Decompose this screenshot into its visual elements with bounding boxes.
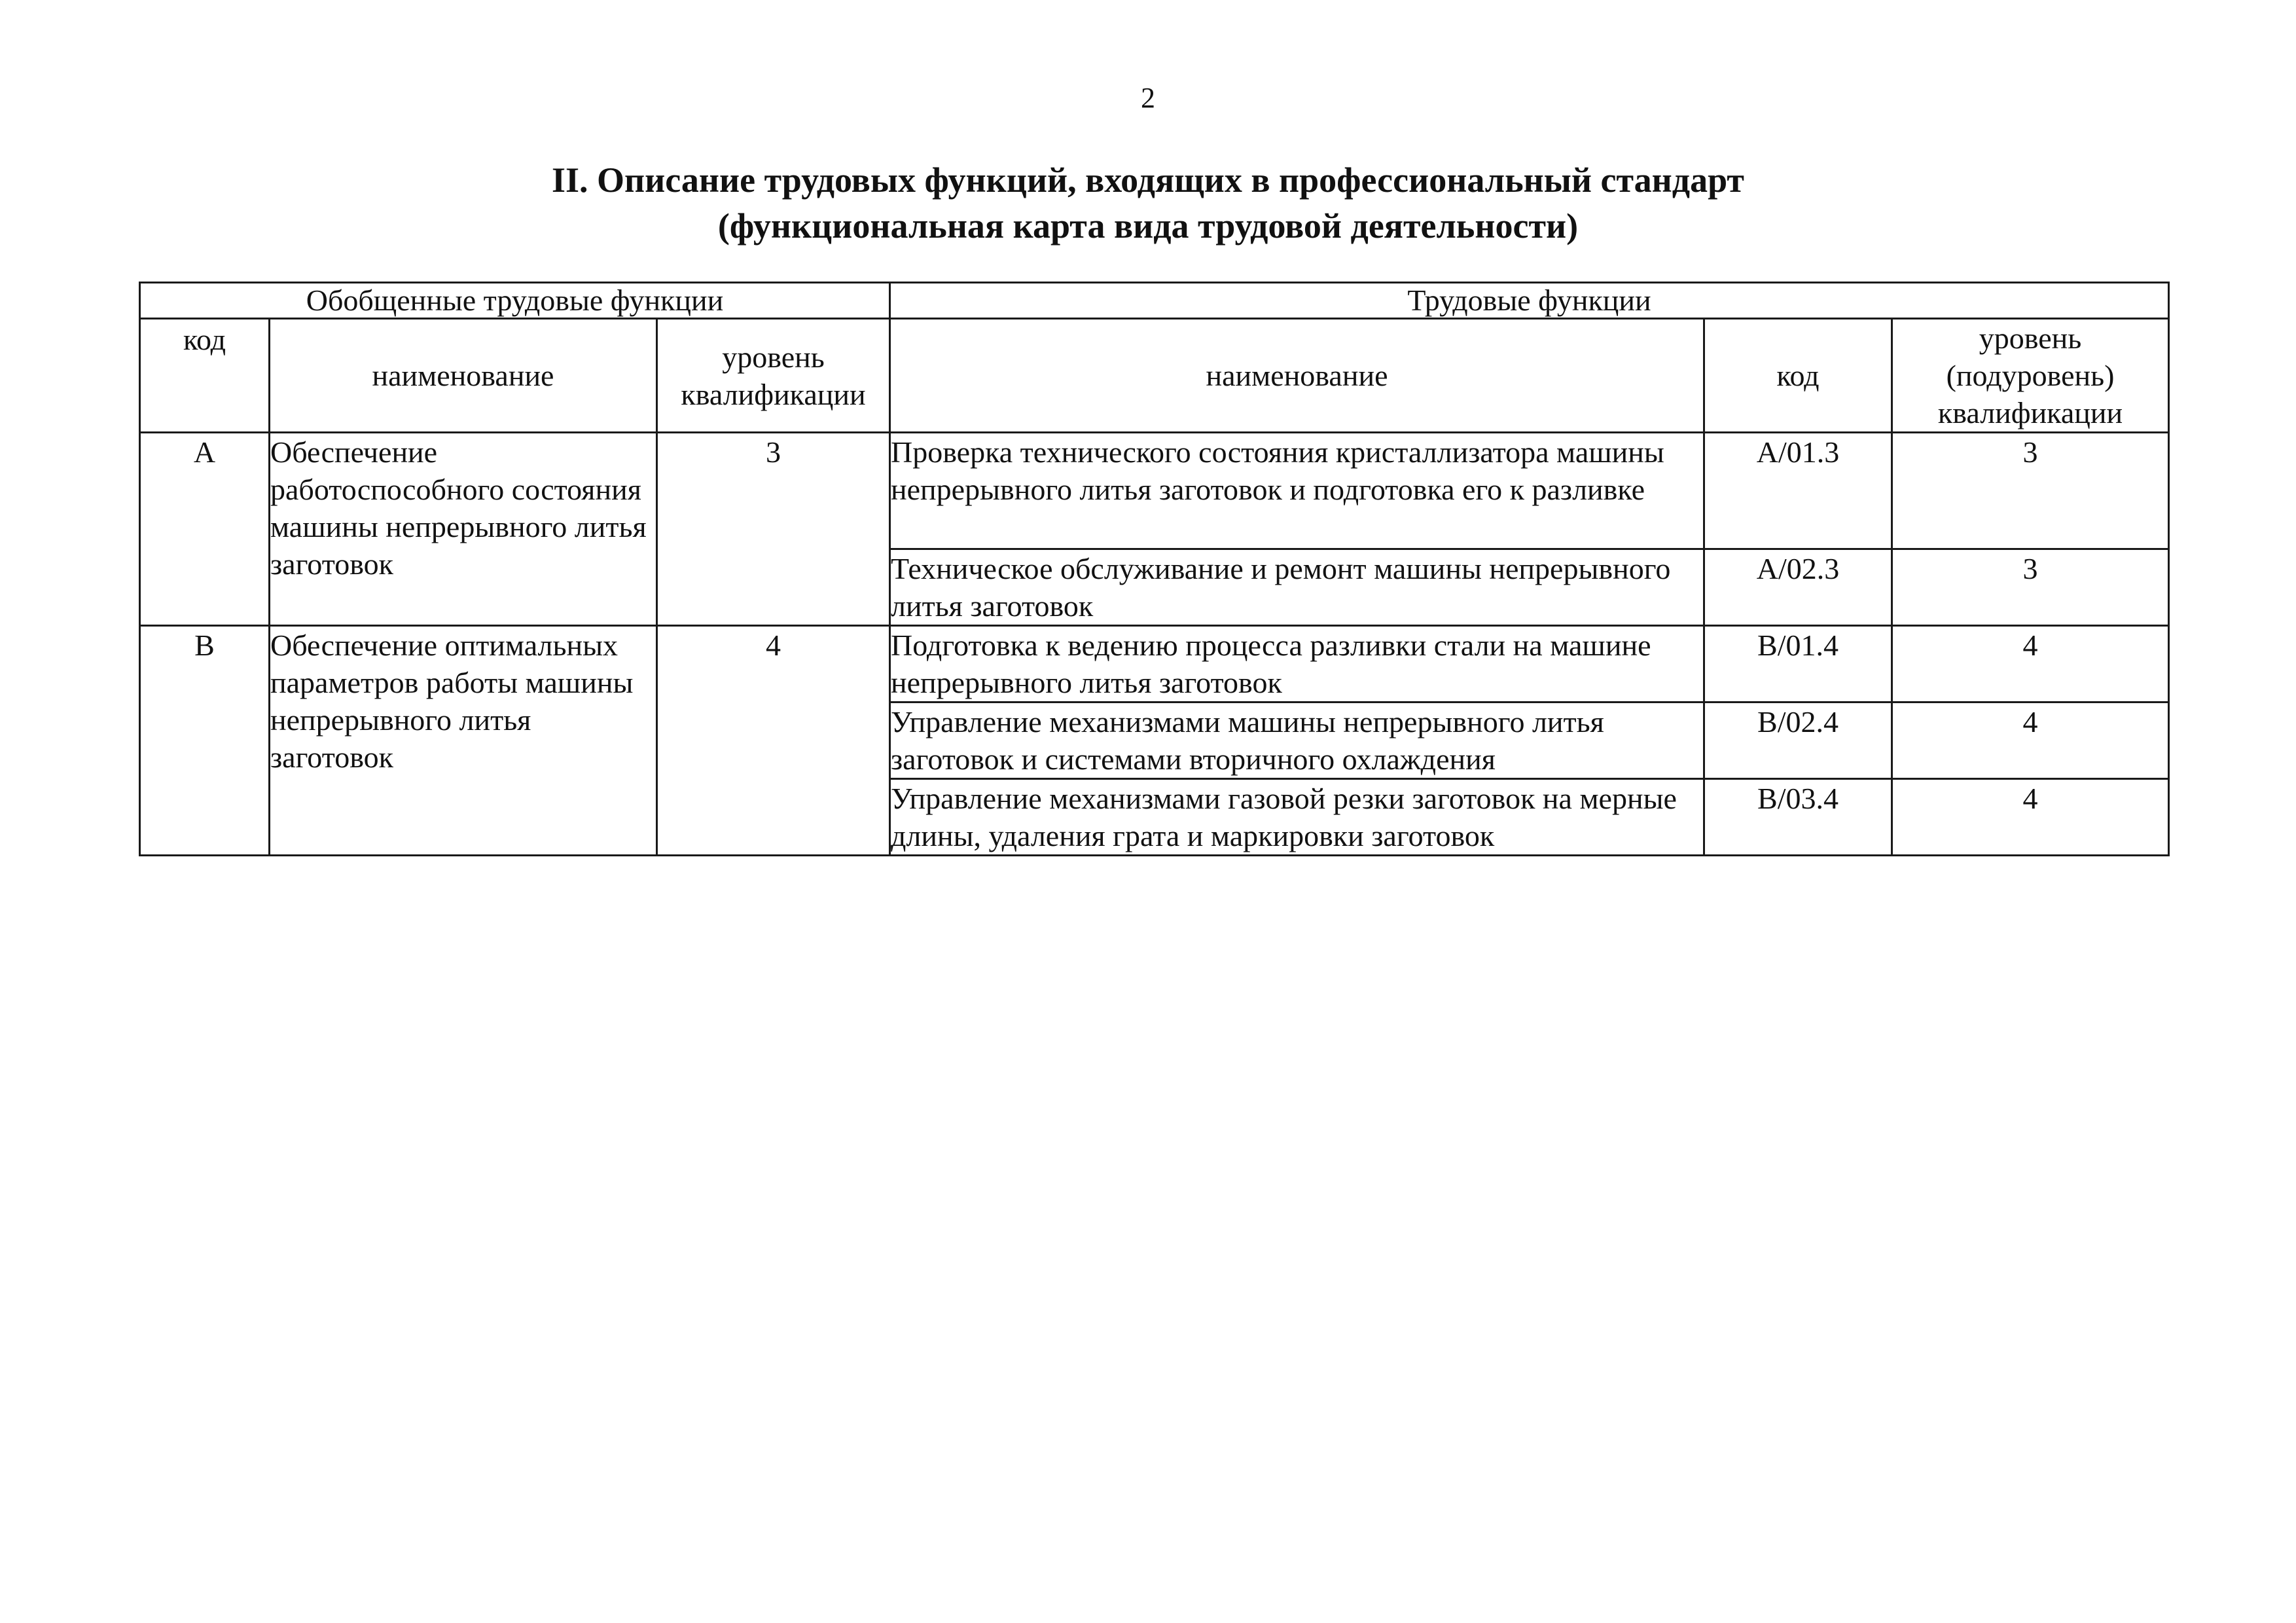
generalized-function-code: A <box>140 433 270 626</box>
labor-function-name: Управление механизмами машины непрерывного литья заготовок и системами вторичного охлаждения <box>890 702 1704 779</box>
labor-function-level: 3 <box>1892 433 2169 549</box>
labor-function-name: Проверка технического состояния кристаллизатора машины непрерывного литья заготовок и подготовка его к разливке <box>890 433 1704 549</box>
col-header-gen-level: уровень квалификации <box>657 319 890 433</box>
page-number: 2 <box>1141 82 1155 114</box>
column-header-row <box>140 319 2169 433</box>
generalized-function-code: B <box>140 626 270 856</box>
labor-function-code: A/02.3 <box>1704 549 1892 626</box>
labor-function-name: Техническое обслуживание и ремонт машины непрерывного литья заготовок <box>890 549 1704 626</box>
labor-function-level: 4 <box>1892 779 2169 856</box>
section-heading-line-2: (функциональная карта вида трудовой деятельности) <box>717 206 1579 246</box>
generalized-functions-header: Обобщенные трудовые функции <box>140 283 890 319</box>
col-header-fn-code: код <box>1704 319 1892 433</box>
col-header-fn-name: наименование <box>890 319 1704 433</box>
labor-function-name: Подготовка к ведению процесса разливки стали на машине непрерывного литья заготовок <box>890 626 1704 702</box>
generalized-function-level: 4 <box>657 626 890 856</box>
labor-function-level: 4 <box>1892 702 2169 779</box>
labor-function-level: 4 <box>1892 626 2169 702</box>
group-header-row <box>140 283 2169 319</box>
labor-function-code: B/01.4 <box>1704 626 1892 702</box>
section-heading-line-1: II. Описание трудовых функций, входящих в профессиональный стандарт <box>552 160 1744 200</box>
generalized-function-level: 3 <box>657 433 890 626</box>
generalized-function-name: Обеспечение оптимальных параметров работы машины непрерывного литья заготовок <box>270 626 657 856</box>
labor-function-code: A/01.3 <box>1704 433 1892 549</box>
labor-function-name: Управление механизмами газовой резки заготовок на мерные длины, удаления грата и маркировки заготовок <box>890 779 1704 856</box>
col-header-fn-level: уровень (подуровень) квалификации <box>1892 319 2169 433</box>
table-row <box>140 433 2169 549</box>
labor-functions-header: Трудовые функции <box>890 283 2169 319</box>
labor-function-code: B/02.4 <box>1704 702 1892 779</box>
generalized-function-name: Обеспечение работоспособного состояния машины непрерывного литья заготовок <box>270 433 657 626</box>
col-header-gen-code: код <box>140 319 270 433</box>
labor-function-level: 3 <box>1892 549 2169 626</box>
section-heading <box>166 157 2130 249</box>
functional-map-table <box>139 282 2170 856</box>
labor-function-code: B/03.4 <box>1704 779 1892 856</box>
col-header-gen-name: наименование <box>270 319 657 433</box>
table-row <box>140 626 2169 702</box>
